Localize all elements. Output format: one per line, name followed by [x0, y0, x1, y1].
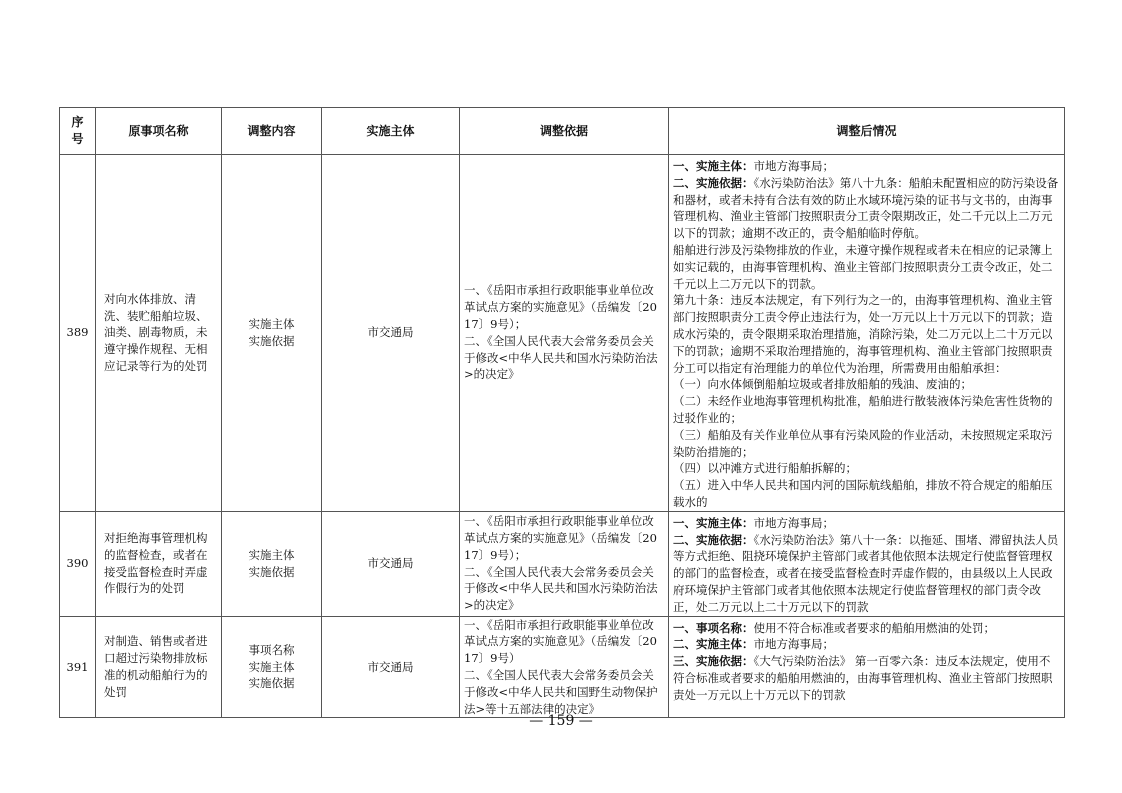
result-paragraph	[673, 393, 1060, 427]
result-paragraph	[673, 620, 1060, 637]
result-paragraph	[673, 175, 1060, 242]
result	[669, 616, 1065, 718]
subject	[322, 616, 460, 718]
result-text: 市地方海事局；	[753, 515, 834, 530]
table-row	[60, 616, 1065, 718]
subject-text: 市交通局	[367, 325, 414, 340]
row-number	[60, 511, 96, 616]
header-basis: 调整依据	[460, 108, 669, 155]
item-name	[96, 616, 222, 718]
result-label: 一、实施主体：	[673, 159, 754, 173]
header-subject: 实施主体	[322, 108, 460, 155]
page-number: — 159 —	[529, 713, 593, 729]
adjust-basis	[460, 155, 669, 512]
result-text: 第九十条：违反本法规定，有下列行为之一的，由海事管理机构、渔业主管部门按照职责分工责令停止违法行为，处一万元以上十万元以下的罚款；造成水污染的，责令限期采取治理措施，消除污染，处二万元以上二十万元以下的罚款；逾期不采取治理措施的，海事管理机构、渔业主管部门按照职责分工可以指定有治理能力的单位代为治理，所需费用由船舶承担：	[673, 293, 1053, 375]
result-label: 二、实施主体：	[673, 637, 754, 652]
result-label: 一、实施主体：	[673, 515, 754, 530]
result-text: 使用不符合标准或者要求的船舶用燃油的处罚；	[753, 620, 995, 635]
item-name-text: 对向水体排放、清洗、装贮船舶垃圾、油类、剧毒物质，未遵守操作规程、无相应记录等行为的处罚	[104, 291, 208, 374]
result	[669, 511, 1065, 616]
basis-item: 一、《岳阳市承担行政职能事业单位改革试点方案的实施意见》（岳编发〔2017〕9号）；	[464, 283, 657, 332]
result-text: （二）未经作业地海事管理机构批准，船舶进行散装液体污染危害性货物的过驳作业的；	[673, 394, 1053, 425]
result-text: （一）向水体倾倒船舶垃圾或者排放船舶的残油、废油的；	[673, 377, 972, 392]
result-text: 《水污染防治法》第八十一条：以拖延、围堵、滞留执法人员等方式拒绝、阻挠环境保护主管部门或者其他依照本法规定行使监督管理权的部门的监督检查，或者在接受监督检查时弄虚作假的，由县级以上人民政府环境保护主管部门或者其他依照本法规定行使监督管理权的部门责令改正，处二万元以上二十万元以下的罚款	[673, 532, 1059, 614]
table-row	[60, 511, 1065, 616]
result-label: 三、实施依据：	[673, 654, 754, 669]
row-number	[60, 616, 96, 718]
item-name	[96, 155, 222, 512]
row-number-text: 389	[66, 325, 89, 340]
item-name-text: 对制造、销售或者进口超过污染物排放标准的机动船舶行为的处罚	[104, 634, 208, 699]
result-text: （三）船舶及有关作业单位从事有污染风险的作业活动，未按照规定采取污染防治措施的；	[673, 427, 1053, 459]
adjust-content	[222, 511, 322, 616]
header-content: 调整内容	[222, 108, 322, 155]
result-paragraph	[673, 653, 1060, 703]
header-no: 序号	[60, 108, 96, 155]
result-text: 市地方海事局；	[753, 159, 834, 173]
row-number-text: 391	[66, 659, 89, 674]
result-paragraph	[673, 292, 1060, 376]
result-text: （四）以冲滩方式进行船舶拆解的；	[673, 461, 857, 476]
subject-text: 市交通局	[367, 659, 414, 674]
adjust-content-item: 实施依据	[248, 564, 295, 579]
adjust-content-item: 实施主体	[248, 317, 295, 332]
result-text: 船舶进行涉及污染物排放的作业，未遵守操作规程或者未在相应的记录簿上如实记载的，由海事管理机构、渔业主管部门按照职责分工责令改正，处二千元以上二万元以下的罚款。	[673, 242, 1053, 291]
item-name-text: 对拒绝海事管理机构的监督检查，或者在接受监督检查时弄虚作假行为的处罚	[104, 531, 208, 596]
table-row	[60, 155, 1065, 512]
result-text: 《水污染防治法》第八十九条：船舶未配置相应的防污染设备和器材，或者未持有合法有效的防止水域环境污染的证书与文书的，由海事管理机构、渔业主管部门按照职责分工责令限期改正，处二千元以上二万元以下的罚款；逾期不改正的，责令船舶临时停航。	[673, 175, 1059, 241]
result-paragraph	[673, 242, 1060, 292]
result-text: 市地方海事局；	[753, 637, 834, 652]
header-result: 调整后情况	[669, 108, 1065, 155]
subject	[322, 511, 460, 616]
adjust-content-item: 事项名称	[248, 642, 295, 657]
adjust-content-item: 实施依据	[248, 333, 295, 348]
adjust-basis	[460, 616, 669, 718]
result	[669, 155, 1065, 512]
table-header-row	[60, 108, 1065, 155]
result-paragraph	[673, 427, 1060, 461]
result-paragraph	[673, 477, 1060, 511]
result-label: 一、事项名称：	[673, 620, 754, 635]
row-number	[60, 155, 96, 512]
result-paragraph	[673, 532, 1060, 616]
adjust-basis	[460, 511, 669, 616]
adjust-content-item: 实施依据	[248, 676, 295, 691]
result-label: 二、实施依据：	[673, 532, 754, 547]
result-text: （五）进入中华人民共和国内河的国际航线船舶，排放不符合规定的船舶压载水的	[673, 478, 1053, 509]
row-number-text: 390	[66, 556, 89, 571]
basis-item: 一、《岳阳市承担行政职能事业单位改革试点方案的实施意见》（岳编发〔2017〕9号）	[464, 617, 657, 666]
adjust-content	[222, 616, 322, 718]
adjustment-table	[59, 107, 1065, 718]
subject-text: 市交通局	[367, 556, 414, 571]
result-paragraph	[673, 460, 1060, 477]
subject	[322, 155, 460, 512]
basis-item: 二、《全国人民代表大会常务委员会关于修改<中华人民共和国水污染防治法>的决定》	[464, 564, 658, 613]
basis-item: 二、《全国人民代表大会常务委员会关于修改<中华人民共和国水污染防治法>的决定》	[464, 333, 658, 382]
adjust-content-item: 实施主体	[248, 659, 295, 674]
result-paragraph	[673, 158, 1060, 175]
basis-item: 一、《岳阳市承担行政职能事业单位改革试点方案的实施意见》（岳编发〔2017〕9号）；	[464, 514, 657, 562]
result-label: 二、实施依据：	[673, 175, 754, 190]
adjust-content	[222, 155, 322, 512]
result-text: 《大气污染防治法》 第一百零六条：违反本法规定，使用不符合标准或者要求的船舶用燃油的，由海事管理机构、渔业主管部门按照职责处一万元以上十万元以下的罚款	[673, 654, 1053, 702]
header-name: 原事项名称	[96, 108, 222, 155]
adjust-content-item: 实施主体	[248, 547, 295, 562]
result-paragraph	[673, 515, 1060, 532]
result-paragraph	[673, 636, 1060, 653]
basis-item: 二、《全国人民代表大会常务委员会关于修改<中华人民共和国野生动物保护法>等十五部法律的决定》	[464, 667, 658, 716]
result-paragraph	[673, 376, 1060, 393]
item-name	[96, 511, 222, 616]
